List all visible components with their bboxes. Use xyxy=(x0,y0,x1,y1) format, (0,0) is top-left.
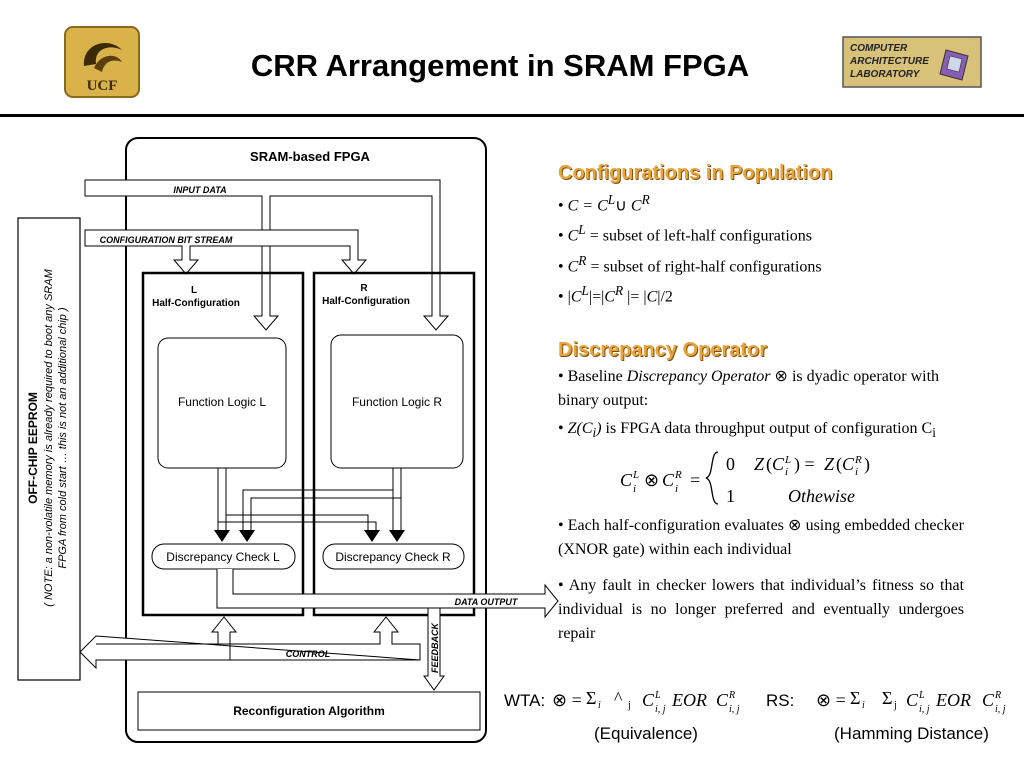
svg-text:⊗: ⊗ xyxy=(644,469,660,490)
lab-logo-line-1: COMPUTER xyxy=(850,43,908,54)
ucf-logo-text: UCF xyxy=(86,78,118,94)
svg-text:C: C xyxy=(772,453,785,474)
svg-text:L: L xyxy=(633,468,640,481)
svg-text:j: j xyxy=(894,700,897,711)
lab-logo-line-3: LABORATORY xyxy=(850,69,920,80)
svg-text:C: C xyxy=(842,453,855,474)
svg-text:Σ: Σ xyxy=(850,688,861,708)
svg-text:Z: Z xyxy=(824,453,835,474)
svg-text:L: L xyxy=(785,453,792,466)
svg-text:C: C xyxy=(716,690,729,710)
svg-text:(: ( xyxy=(836,453,842,474)
svg-text:L: L xyxy=(919,690,925,701)
svg-text:⊗ =: ⊗ = xyxy=(552,690,582,710)
baseline-text-c: is dyadic operator with binary output: xyxy=(558,368,940,410)
lab-logo-line-2: ARCHITECTURE xyxy=(850,56,929,67)
section-title-configurations: Configurations in Population xyxy=(558,162,833,184)
bullet-throughput: • $Z(C_i)$ is FPGA data throughput output of configuration $C_i$ xyxy=(558,420,936,441)
svg-text:1: 1 xyxy=(726,485,735,506)
bullet-half-config: • Each half-configuration evaluates ⊗ using embedded checker (XNOR gate) within each individual xyxy=(558,516,964,558)
svg-text:i: i xyxy=(598,700,601,711)
data-output-label: DATA OUTPUT xyxy=(454,597,518,607)
svg-text:C: C xyxy=(642,690,655,710)
svg-text:Σ: Σ xyxy=(586,688,597,708)
svg-text:i: i xyxy=(633,482,637,495)
formula-row xyxy=(500,680,1024,720)
right-half-label-1: R xyxy=(360,283,368,294)
right-half-label-2: Half-Configuration xyxy=(322,296,410,307)
bullet-fault: • Any fault in checker lowers that individual’s fitness so that individual is no longer preferred and eventually undergoes repair xyxy=(558,576,965,642)
header-rule xyxy=(0,114,1024,117)
bullet-baseline: • Baseline Discrepancy Operator ⊗ is dyadic operator with binary output: xyxy=(558,368,940,410)
eeprom-note-line-1: ( NOTE: a non-volatile memory is already required to boot any SRAM xyxy=(43,269,55,607)
section-title-discrepancy: Discrepancy Operator xyxy=(558,339,767,362)
fpga-diagram xyxy=(0,120,560,768)
caption-equivalence: (Equivalence) xyxy=(594,724,698,743)
svg-text:(: ( xyxy=(766,453,772,474)
svg-text:): ) xyxy=(864,453,870,474)
config-stream-label: CONFIGURATION BIT STREAM xyxy=(99,235,233,245)
bullet-c-union-text: C = C xyxy=(567,197,608,215)
svg-text:Z: Z xyxy=(754,453,765,474)
svg-text:C: C xyxy=(620,469,633,490)
caption-hamming: (Hamming Distance) xyxy=(834,724,989,743)
bullet-cr-text: = subset of right-half configurations xyxy=(586,257,822,275)
svg-text:i, j: i, j xyxy=(655,704,666,715)
rs-label: RS: xyxy=(766,691,795,710)
half-config-text: Each half-configuration evaluates ⊗ using embedded checker (XNOR gate) within each individual xyxy=(558,516,964,558)
discrepancy-equation xyxy=(558,446,964,510)
computer-architecture-lab-logo xyxy=(842,36,982,88)
svg-text:j: j xyxy=(628,700,631,711)
svg-text:^: ^ xyxy=(614,688,623,708)
svg-text:R: R xyxy=(995,690,1002,701)
rs-eor: EOR xyxy=(936,690,971,710)
input-data-label: INPUT DATA xyxy=(173,185,227,195)
svg-text:L: L xyxy=(655,690,661,701)
throughput-text: is FPGA data throughput output of configuration C xyxy=(601,420,933,438)
bullet-c-union: • $C = C^L\cup$ $C^R$ xyxy=(558,192,650,215)
wta-label: WTA: xyxy=(504,691,546,710)
page-title: CRR Arrangement in SRAM FPGA xyxy=(250,48,750,83)
svg-text:Σ: Σ xyxy=(882,688,893,708)
svg-text:R: R xyxy=(675,468,682,481)
discrepancy-check-right-label: Discrepancy Check R xyxy=(335,550,451,564)
feedback-label: FEEDBACK xyxy=(430,622,440,674)
fpga-title: SRAM-based FPGA xyxy=(250,149,370,164)
bullet-cr: • $C^R$ = subset of right-half configurations xyxy=(558,252,822,275)
svg-text:i, j: i, j xyxy=(919,704,930,715)
bullet-cl: • $C^L$ = subset of left-half configurations xyxy=(558,222,812,245)
reconfiguration-label: Reconfiguration Algorithm xyxy=(233,704,385,718)
svg-text:R: R xyxy=(729,690,736,701)
svg-text:i: i xyxy=(855,465,859,478)
svg-text:⊗ =: ⊗ = xyxy=(816,690,846,710)
svg-text:=: = xyxy=(690,469,701,490)
svg-text:i: i xyxy=(675,482,679,495)
control-label: CONTROL xyxy=(285,649,331,659)
left-half-label-2: Half-Configuration xyxy=(152,298,240,309)
svg-text:R: R xyxy=(855,453,862,466)
svg-text:C: C xyxy=(982,690,995,710)
fault-text: Any fault in checker lowers that individual’s fitness so that individual is no longer preferred and eventually undergoes repair xyxy=(558,576,965,642)
function-logic-right-label: Function Logic R xyxy=(351,395,443,409)
svg-text:i: i xyxy=(785,465,789,478)
bullet-cl-text: = subset of left-half configurations xyxy=(585,227,812,245)
svg-text:i, j: i, j xyxy=(995,704,1006,715)
bullet-cardinality: • $|C^L|=|C^R$ |= |C|/2 xyxy=(558,282,673,306)
ucf-logo xyxy=(64,26,140,98)
otherwise-label: Othewise xyxy=(788,485,855,506)
wta-eor: EOR xyxy=(672,690,707,710)
right-column xyxy=(558,160,964,646)
eeprom-title: OFF-CHIP EEPROM xyxy=(26,392,40,504)
svg-text:i: i xyxy=(862,700,865,711)
baseline-text-a: Baseline xyxy=(567,368,627,386)
svg-text:C: C xyxy=(906,690,919,710)
function-logic-left-label: Function Logic L xyxy=(177,395,267,409)
svg-text:C: C xyxy=(662,469,675,490)
baseline-text-b: Discrepancy Operator xyxy=(626,368,771,386)
svg-text:i, j: i, j xyxy=(729,704,740,715)
svg-text:0: 0 xyxy=(726,453,735,474)
discrepancy-check-left-label: Discrepancy Check L xyxy=(166,550,280,564)
svg-text:) =: ) = xyxy=(794,453,815,474)
eeprom-note-line-2: FPGA from cold start … this is not an additional chip ) xyxy=(57,307,69,569)
left-half-label-1: L xyxy=(190,285,198,296)
